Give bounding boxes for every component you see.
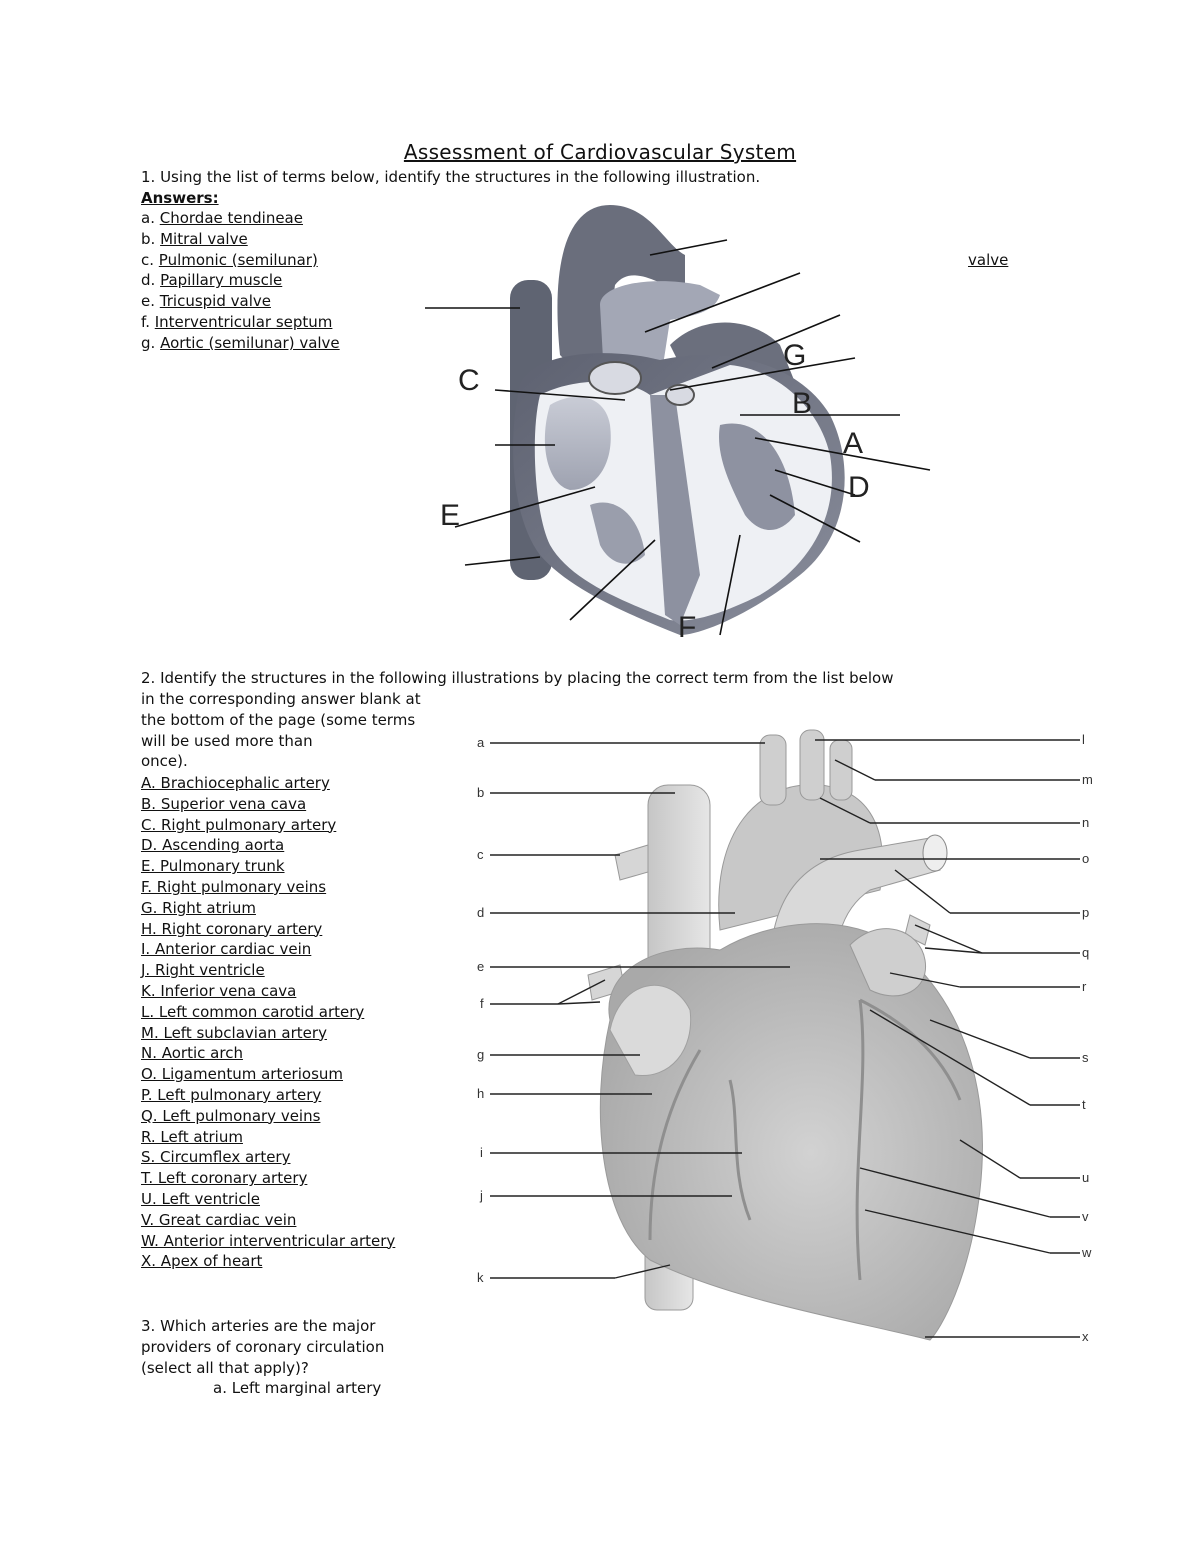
answer-overflow-word: valve <box>968 251 1009 269</box>
term-item: P. Left pulmonary artery <box>141 1085 322 1104</box>
diagram-letter: n <box>1082 815 1090 830</box>
diagram-letter: b <box>477 785 485 800</box>
answer-item: c. Pulmonic (semilunar) <box>141 250 318 269</box>
answer-item: e. Tricuspid valve <box>141 292 271 311</box>
prompt-line: in the corresponding answer blank at <box>141 690 421 708</box>
q1-answers-heading: Answers: <box>141 189 219 207</box>
diagram-letter: v <box>1082 1209 1089 1224</box>
diagram-letter: a <box>477 735 485 750</box>
page-title: Assessment of Cardiovascular System <box>403 140 797 164</box>
diagram-letter: w <box>1082 1245 1092 1260</box>
term-item: L. Left common carotid artery <box>141 1002 365 1021</box>
term-item: A. Brachiocephalic artery <box>141 774 330 792</box>
prompt-line: (select all that apply)? <box>141 1358 309 1377</box>
diagram-letter: t <box>1082 1097 1086 1112</box>
diagram-letter: f <box>480 996 484 1011</box>
answer-item: d. Papillary muscle <box>141 271 283 290</box>
diagram-letter: p <box>1082 905 1090 920</box>
term-item: S. Circumflex artery <box>141 1148 291 1167</box>
term-item: Q. Left pulmonary veins <box>141 1106 321 1125</box>
diagram-letter: e <box>477 959 485 974</box>
diagram-letter: h <box>477 1086 485 1101</box>
term-item: T. Left coronary artery <box>141 1169 308 1188</box>
term-item: R. Left atrium <box>141 1127 243 1146</box>
heart-external-diagram <box>470 720 1100 1360</box>
diagram-label: C <box>458 364 480 397</box>
diagram-letter: s <box>1082 1050 1089 1065</box>
term-item: I. Anterior cardiac vein <box>141 940 312 959</box>
diagram-letter: x <box>1082 1329 1089 1344</box>
left-pulmonary-artery-opening <box>923 835 947 871</box>
diagram-label: E <box>440 499 461 532</box>
answer-item: b. Mitral valve <box>141 229 248 248</box>
left-label-group <box>477 735 485 1285</box>
right-label-group <box>1081 732 1093 1344</box>
diagram-label: B <box>792 387 813 420</box>
term-item: W. Anterior interventricular artery <box>141 1231 396 1250</box>
diagram-label: D <box>848 471 870 504</box>
diagram-letter: i <box>480 1145 483 1160</box>
q2-prompt-wrap <box>141 689 421 772</box>
diagram-letter: m <box>1082 772 1093 787</box>
term-item: D. Ascending aorta <box>141 836 285 855</box>
q2-term-list <box>141 773 395 1272</box>
term-item: M. Left subclavian artery <box>141 1023 327 1042</box>
term-item: O. Ligamentum arteriosum <box>141 1065 344 1084</box>
diagram-letter: u <box>1082 1170 1090 1185</box>
subclavian-branch-shape <box>830 740 852 800</box>
brachiocephalic-branch-shape <box>760 735 786 805</box>
answer-item: g. Aortic (semilunar) valve <box>141 333 340 352</box>
pulmonic-valve-shape <box>589 362 641 394</box>
q1-prompt: 1. Using the list of terms below, identify the structures in the following illustration. <box>141 168 761 186</box>
diagram-label: G <box>783 339 807 372</box>
prompt-line: the bottom of the page (some terms <box>141 710 416 729</box>
q3-prompt <box>141 1316 384 1378</box>
heart-cross-section-diagram <box>400 195 960 645</box>
diagram-letter: q <box>1082 945 1090 960</box>
diagram-letter: l <box>1082 732 1085 747</box>
term-item: E. Pulmonary trunk <box>141 857 285 876</box>
diagram-letter: o <box>1082 851 1090 866</box>
diagram-letter: c <box>477 847 484 862</box>
answer-item: f. Interventricular septum <box>141 312 333 331</box>
term-item: F. Right pulmonary veins <box>141 877 327 896</box>
term-item: J. Right ventricle <box>141 961 265 980</box>
diagram-label: A <box>843 427 864 460</box>
term-item: V. Great cardiac vein <box>141 1210 297 1229</box>
term-item: G. Right atrium <box>141 898 256 917</box>
answer-item: a. Chordae tendineae <box>141 209 303 227</box>
term-item: K. Inferior vena cava <box>141 981 297 1000</box>
term-item: C. Right pulmonary artery <box>141 815 337 834</box>
diagram-letter: j <box>480 1188 483 1203</box>
q2-prompt: 2. Identify the structures in the following illustrations by placing the correct term from the list below <box>141 669 894 687</box>
diagram-label: F <box>678 611 697 644</box>
diagram-letter: r <box>1082 979 1087 994</box>
right-pulmonary-artery-shape <box>615 845 648 880</box>
diagram-letter: k <box>477 1270 484 1285</box>
term-item: X. Apex of heart <box>141 1252 263 1271</box>
term-item: N. Aortic arch <box>141 1044 243 1063</box>
diagram-letter: d <box>477 905 485 920</box>
q1-answer-list <box>141 208 340 354</box>
term-item: U. Left ventricle <box>141 1189 260 1208</box>
prompt-line: once). <box>141 752 188 771</box>
prompt-line: providers of coronary circulation <box>141 1337 385 1356</box>
prompt-line: 3. Which arteries are the major <box>141 1317 376 1335</box>
term-item: B. Superior vena cava <box>141 794 307 813</box>
q3-option-a[interactable]: a. Left marginal artery <box>213 1379 382 1397</box>
prompt-line: will be used more than <box>141 731 313 750</box>
term-item: H. Right coronary artery <box>141 919 323 938</box>
diagram-letter: g <box>477 1047 485 1062</box>
